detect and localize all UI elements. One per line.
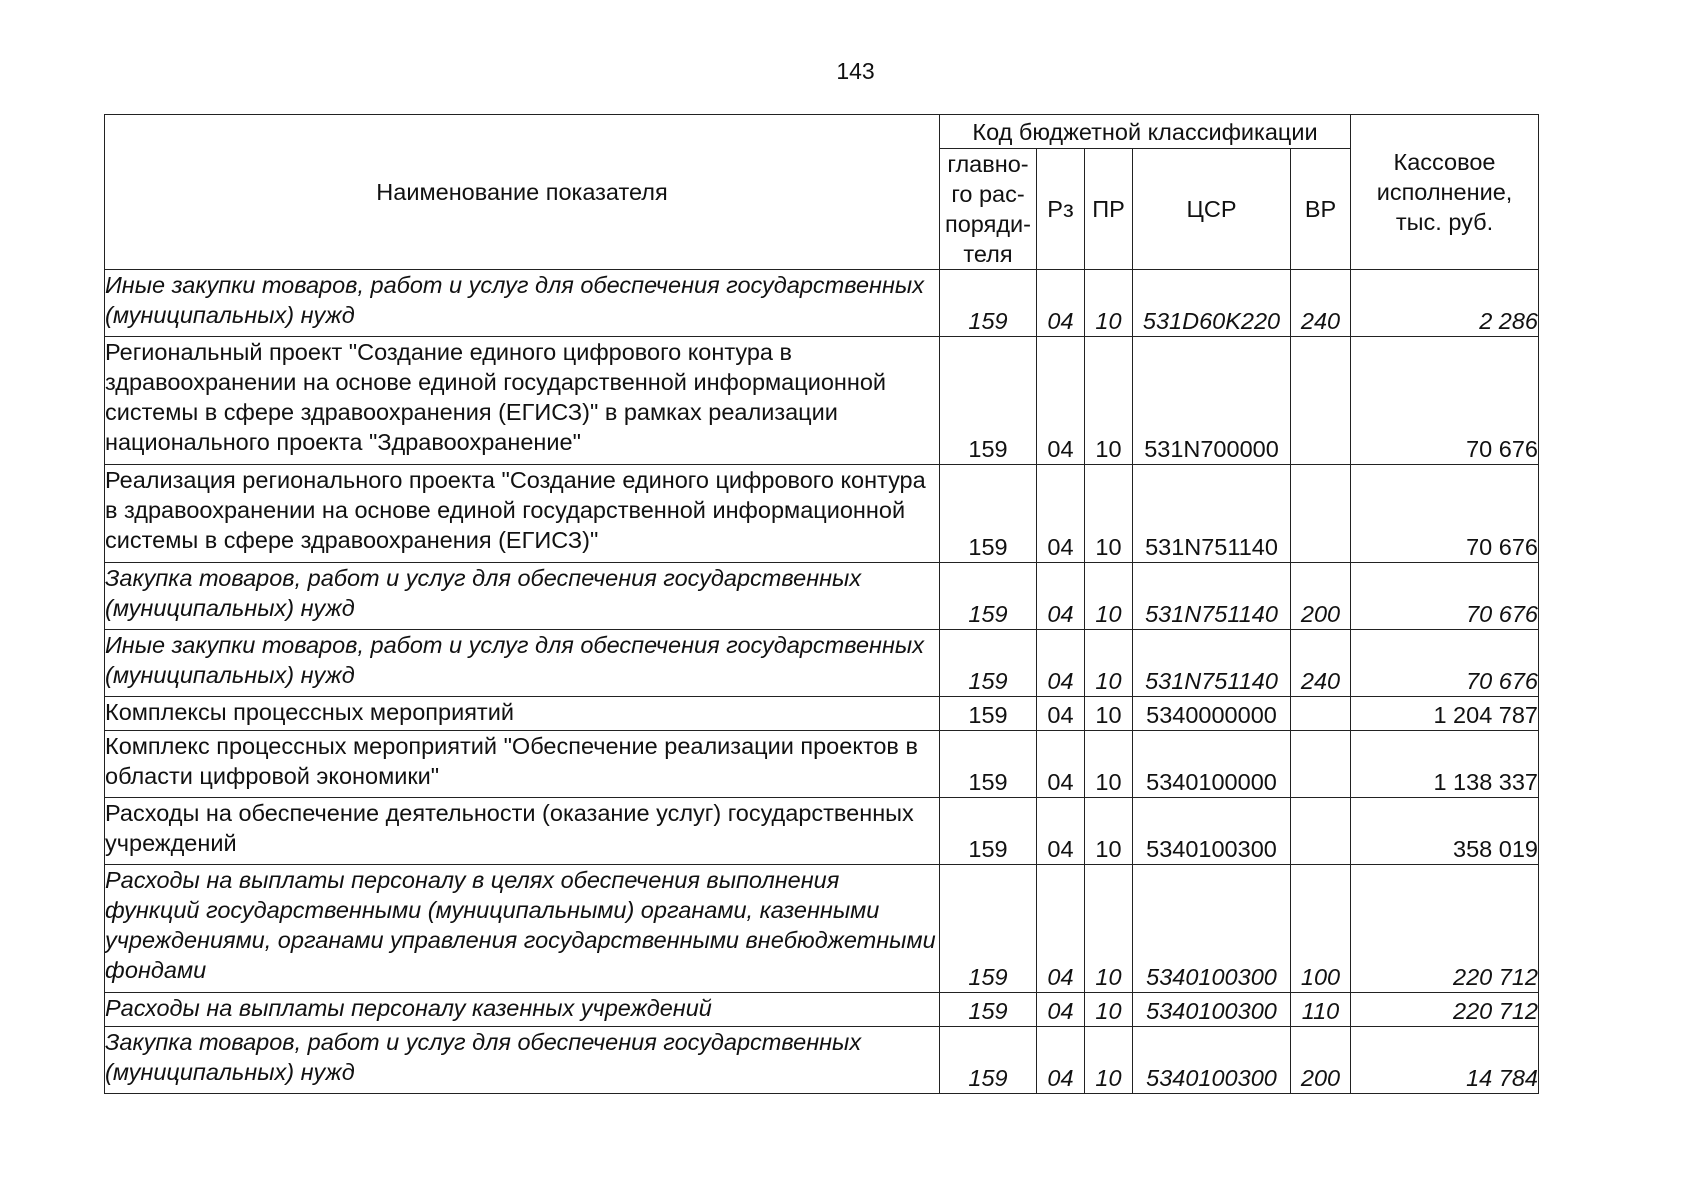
- row-rz: 04: [1037, 465, 1085, 563]
- row-amount: 1 204 787: [1351, 697, 1539, 731]
- row-rz: 04: [1037, 697, 1085, 731]
- row-pr: 10: [1085, 630, 1133, 697]
- row-csr: 5340100300: [1133, 1027, 1291, 1094]
- row-main-manager: 159: [940, 697, 1037, 731]
- row-pr: 10: [1085, 731, 1133, 798]
- row-name: Закупка товаров, работ и услуг для обеспечения государственных (муниципальных) нужд: [105, 1027, 940, 1094]
- row-name: Расходы на выплаты персоналу казенных учреждений: [105, 993, 940, 1027]
- row-amount: 2 286: [1351, 270, 1539, 337]
- row-main-manager: 159: [940, 798, 1037, 865]
- row-pr: 10: [1085, 697, 1133, 731]
- row-name: Закупка товаров, работ и услуг для обеспечения государственных (муниципальных) нужд: [105, 563, 940, 630]
- row-rz: 04: [1037, 993, 1085, 1027]
- table-row: [105, 1027, 1539, 1094]
- row-pr: 10: [1085, 337, 1133, 465]
- row-csr: 5340100300: [1133, 993, 1291, 1027]
- row-csr: 531N751140: [1133, 563, 1291, 630]
- page-number: 143: [836, 58, 875, 84]
- row-main-manager: 159: [940, 465, 1037, 563]
- row-pr: 10: [1085, 865, 1133, 993]
- row-amount: 220 712: [1351, 993, 1539, 1027]
- row-vr: 240: [1291, 630, 1351, 697]
- row-vr: [1291, 798, 1351, 865]
- row-name: Иные закупки товаров, работ и услуг для обеспечения государственных (муниципальных) нужд: [105, 630, 940, 697]
- row-vr: 200: [1291, 563, 1351, 630]
- row-name: Комплекс процессных мероприятий "Обеспечение реализации проектов в области цифровой экономики": [105, 731, 940, 798]
- row-amount: 220 712: [1351, 865, 1539, 993]
- row-amount: 14 784: [1351, 1027, 1539, 1094]
- row-csr: 5340100300: [1133, 798, 1291, 865]
- row-rz: 04: [1037, 865, 1085, 993]
- row-vr: 110: [1291, 993, 1351, 1027]
- row-rz: 04: [1037, 1027, 1085, 1094]
- row-name: Реализация регионального проекта "Создание единого цифрового контура в здравоохранении на основе единой государственной информационной системы в сфере здравоохранения (ЕГИСЗ)": [105, 465, 940, 563]
- budget-table: [104, 114, 1539, 1094]
- row-main-manager: 159: [940, 1027, 1037, 1094]
- row-pr: 10: [1085, 1027, 1133, 1094]
- row-vr: [1291, 337, 1351, 465]
- row-pr: 10: [1085, 270, 1133, 337]
- table-row: [105, 697, 1539, 731]
- row-pr: 10: [1085, 465, 1133, 563]
- table-row: [105, 337, 1539, 465]
- row-rz: 04: [1037, 563, 1085, 630]
- row-vr: [1291, 697, 1351, 731]
- table-row: [105, 270, 1539, 337]
- row-vr: 100: [1291, 865, 1351, 993]
- header-main-line: го рас-: [951, 181, 1025, 207]
- row-amount: 1 138 337: [1351, 731, 1539, 798]
- row-csr: 5340100300: [1133, 865, 1291, 993]
- row-name: Региональный проект "Создание единого цифрового контура в здравоохранении на основе единой государственной информационной системы в сфере здравоохранения (ЕГИСЗ)" в рамках реализации национального проекта "Здравоохранение": [105, 337, 940, 465]
- header-main-manager: [940, 149, 1037, 270]
- row-main-manager: 159: [940, 563, 1037, 630]
- header-main-line: теля: [963, 241, 1013, 267]
- row-main-manager: 159: [940, 270, 1037, 337]
- row-main-manager: 159: [940, 337, 1037, 465]
- header-amount-line: Кассовое: [1393, 149, 1496, 175]
- header-main-line: поряди-: [945, 211, 1031, 237]
- table-row: [105, 465, 1539, 563]
- header-csr: ЦСР: [1133, 149, 1291, 270]
- row-rz: 04: [1037, 798, 1085, 865]
- row-rz: 04: [1037, 337, 1085, 465]
- row-rz: 04: [1037, 630, 1085, 697]
- row-main-manager: 159: [940, 731, 1037, 798]
- row-csr: 531N751140: [1133, 630, 1291, 697]
- row-rz: 04: [1037, 731, 1085, 798]
- row-main-manager: 159: [940, 630, 1037, 697]
- header-pr: ПР: [1085, 149, 1133, 270]
- table-row: [105, 798, 1539, 865]
- row-csr: 531N700000: [1133, 337, 1291, 465]
- row-pr: 10: [1085, 563, 1133, 630]
- row-vr: [1291, 731, 1351, 798]
- row-main-manager: 159: [940, 865, 1037, 993]
- row-amount: 70 676: [1351, 337, 1539, 465]
- header-amount-line: исполнение,: [1376, 179, 1513, 205]
- row-name: Комплексы процессных мероприятий: [105, 697, 940, 731]
- row-csr: 531N751140: [1133, 465, 1291, 563]
- header-vr: ВР: [1291, 149, 1351, 270]
- row-csr: 531D60K220: [1133, 270, 1291, 337]
- table-row: [105, 865, 1539, 993]
- row-vr: [1291, 465, 1351, 563]
- row-name: Иные закупки товаров, работ и услуг для обеспечения государственных (муниципальных) нужд: [105, 270, 940, 337]
- header-classification: Код бюджетной классификации: [940, 115, 1351, 149]
- header-amount-line: тыс. руб.: [1395, 209, 1494, 235]
- row-pr: 10: [1085, 993, 1133, 1027]
- row-main-manager: 159: [940, 993, 1037, 1027]
- row-vr: 200: [1291, 1027, 1351, 1094]
- row-name: Расходы на выплаты персоналу в целях обеспечения выполнения функций государственными (муниципальными) органами, казенными учреждениями, органами управления государственными внебюджетными фондами: [105, 865, 940, 993]
- row-name: Расходы на обеспечение деятельности (оказание услуг) государственных учреждений: [105, 798, 940, 865]
- row-amount: 70 676: [1351, 630, 1539, 697]
- row-rz: 04: [1037, 270, 1085, 337]
- row-amount: 70 676: [1351, 465, 1539, 563]
- header-rz: Рз: [1037, 149, 1085, 270]
- row-pr: 10: [1085, 798, 1133, 865]
- header-name: Наименование показателя: [105, 115, 940, 270]
- row-csr: 5340100000: [1133, 731, 1291, 798]
- table-row: [105, 630, 1539, 697]
- table-row: [105, 731, 1539, 798]
- header-amount: [1351, 115, 1539, 270]
- table-row: [105, 993, 1539, 1027]
- row-amount: 70 676: [1351, 563, 1539, 630]
- header-main-line: главно-: [947, 151, 1029, 177]
- row-vr: 240: [1291, 270, 1351, 337]
- table-row: [105, 563, 1539, 630]
- row-amount: 358 019: [1351, 798, 1539, 865]
- row-csr: 5340000000: [1133, 697, 1291, 731]
